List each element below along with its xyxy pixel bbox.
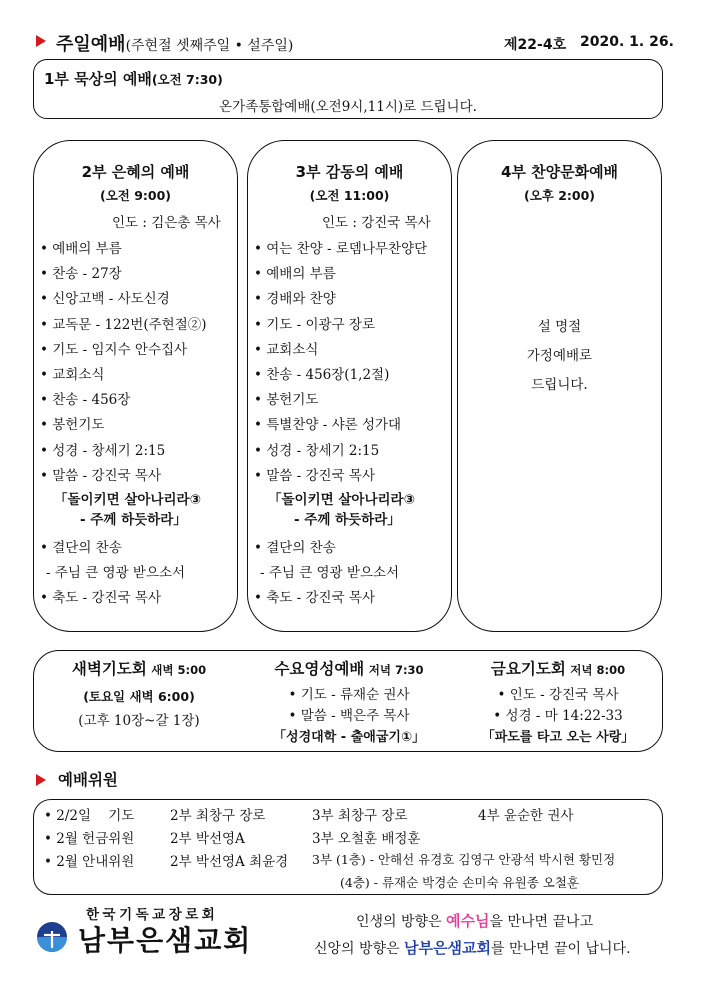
list-item: • 찬송 - 456장: [40, 388, 207, 413]
list-item: • 말씀 - 강진국 목사: [40, 464, 207, 489]
service1-box: [33, 59, 663, 119]
page-title: 주일예배: [56, 34, 126, 55]
service2-closing-hymn: - 주님 큰 영광 받으소서: [46, 565, 186, 581]
service3-sermon-title: 「돌이키면 살아나리라③: [268, 492, 415, 508]
wednesday-sermon: • 말씀 - 백은주 목사: [244, 706, 454, 727]
service4-box: [457, 140, 662, 632]
service3-sermon-subtitle: - 주께 하듯하라」: [294, 512, 401, 528]
service2-sermon-title: 「돌이키면 살아나리라③: [54, 492, 201, 508]
committee-row: [44, 850, 656, 874]
service2-order: [40, 237, 207, 489]
service4-time: (오후 2:00): [523, 188, 596, 203]
list-item: • 예배의 부름: [254, 262, 427, 287]
service2-closing: • 결단의 찬송: [40, 536, 122, 556]
list-item: • 기도 - 이광구 장로: [254, 313, 427, 338]
committee-cell: 3부 (1층) - 안해선 유경호 김영구 안광석 박시현 황민정: [312, 852, 616, 867]
list-item: • 예배의 부름: [40, 237, 207, 262]
committee-label: • 2/2일 기도: [44, 804, 134, 824]
church-name: 남부은샘교회: [78, 924, 253, 957]
motto-highlight-church: 남부은샘교회: [404, 939, 491, 957]
denomination-name: 한국기독교장로회: [86, 907, 219, 923]
service4-title: 4부 찬양문화예배: [500, 163, 619, 181]
dawn-reading: (고후 10장~갈 1장): [78, 713, 200, 729]
list-item: • 경배와 찬양: [254, 287, 427, 312]
list-item: • 교회소식: [40, 363, 207, 388]
committee-extra: (4층) - 류재순 박경순 손미숙 유원종 오철훈: [340, 875, 579, 890]
wednesday-time: 저녁 7:30: [368, 663, 424, 677]
header: [56, 30, 293, 56]
wednesday-title: 수요영성예배: [274, 660, 365, 678]
motto-line-2: [314, 937, 631, 958]
service3-order: [254, 237, 427, 489]
service3-time: (오전 11:00): [309, 188, 390, 203]
service2-sermon-subtitle: - 주께 하듯하라」: [80, 512, 187, 528]
service1-time: (오전 7:30): [151, 72, 223, 87]
dawn-saturday: (토요일 새벽 6:00): [83, 689, 195, 704]
list-item: • 교독문 - 122번(주현절②): [40, 313, 207, 338]
service1-title: 1부 묵상의 예배: [44, 70, 152, 88]
service2-leader: 인도 : 김은총 목사: [112, 215, 221, 231]
dawn-prayer: [34, 657, 244, 729]
motto-highlight-jesus: 예수님: [446, 912, 490, 930]
church-logo: [36, 921, 68, 953]
friday-time: 저녁 8:00: [570, 663, 626, 677]
dawn-title: 새벽기도회: [71, 660, 147, 678]
friday-reading: • 성경 - 마 14:22-33: [454, 706, 662, 727]
list-item: • 신앙고백 - 사도신경: [40, 287, 207, 312]
service3-box: [247, 140, 452, 632]
wednesday-service: [244, 657, 454, 748]
service4-note-line: 설 명절: [537, 319, 582, 335]
committee-cell: 2부 최창구 장로: [170, 808, 266, 824]
friday-topic: 「파도를 타고 오는 사랑」: [481, 730, 635, 745]
motto-text: 을 만나면 끝나고: [489, 914, 594, 930]
list-item: • 찬송 - 27장: [40, 262, 207, 287]
motto-line-1: [356, 910, 593, 931]
page-subtitle: (주현절 셋째주일 • 설주일): [125, 38, 294, 54]
motto-text: 신앙의 방향은: [314, 941, 405, 957]
committee-label: • 2월 헌금위원: [44, 827, 134, 847]
service4-note-line: 가정예배로: [526, 348, 593, 364]
committee-cell: 3부 최창구 장로: [312, 808, 408, 824]
committee-row: [44, 827, 654, 851]
weekday-box: [33, 650, 663, 752]
committee-row: [44, 804, 654, 828]
service2-box: [33, 140, 238, 632]
wednesday-prayer: • 기도 - 류재순 권사: [244, 685, 454, 706]
section-arrow-icon: [36, 35, 46, 47]
dawn-time: 새벽 5:00: [151, 663, 207, 677]
motto-text: 를 만나면 끝이 납니다.: [491, 941, 631, 957]
committee-cell: 2부 박선영A: [170, 831, 245, 847]
issue-number: 제22-4호: [504, 37, 567, 53]
motto-text: 인생의 방향은: [356, 914, 447, 930]
wednesday-topic: 「성경대학 - 출애굽기①」: [273, 730, 425, 745]
friday-leader: • 인도 - 강진국 목사: [454, 685, 662, 706]
service3-closing: • 결단의 찬송: [254, 536, 336, 556]
service2-title: 2부 은혜의 예배: [81, 163, 190, 181]
committee-cell: 3부 오철훈 배정훈: [312, 831, 421, 847]
list-item: • 찬송 - 456장(1,2절): [254, 363, 427, 388]
service3-blessing: • 축도 - 강진국 목사: [254, 586, 375, 606]
committee-cell: 4부 윤순한 권사: [478, 808, 574, 824]
friday-title: 금요기도회: [490, 660, 566, 678]
list-item: • 말씀 - 강진국 목사: [254, 464, 427, 489]
list-item: • 기도 - 임지수 안수집사: [40, 338, 207, 363]
service3-leader: 인도 : 강진국 목사: [322, 215, 431, 231]
church-logo-icon: [36, 921, 68, 953]
service4-note: [458, 313, 661, 400]
service2-blessing: • 축도 - 강진국 목사: [40, 586, 161, 606]
committee-cell: 2부 박선영A 최윤경: [170, 854, 289, 870]
section-arrow-icon: [36, 774, 46, 786]
list-item: • 여는 찬양 - 로뎀나무찬양단: [254, 237, 427, 262]
service3-title: 3부 감동의 예배: [295, 163, 404, 181]
list-item: • 봉헌기도: [254, 388, 427, 413]
list-item: • 교회소식: [254, 338, 427, 363]
friday-prayer: [454, 657, 662, 748]
list-item: • 성경 - 창세기 2:15: [40, 439, 207, 464]
committee-title: 예배위원: [58, 771, 118, 789]
service4-note-line: 드립니다.: [531, 377, 588, 393]
list-item: • 봉헌기도: [40, 413, 207, 438]
service1-note: 온가족통합예배(오전9시,11시)로 드립니다.: [219, 99, 477, 115]
issue-date: 2020. 1. 26.: [580, 34, 674, 50]
list-item: • 성경 - 창세기 2:15: [254, 439, 427, 464]
committee-box: [33, 799, 663, 895]
list-item: • 특별찬양 - 샤론 성가대: [254, 413, 427, 438]
committee-label: • 2월 안내위원: [44, 850, 134, 870]
service2-time: (오전 9:00): [99, 188, 172, 203]
service3-closing-hymn: - 주님 큰 영광 받으소서: [260, 565, 400, 581]
